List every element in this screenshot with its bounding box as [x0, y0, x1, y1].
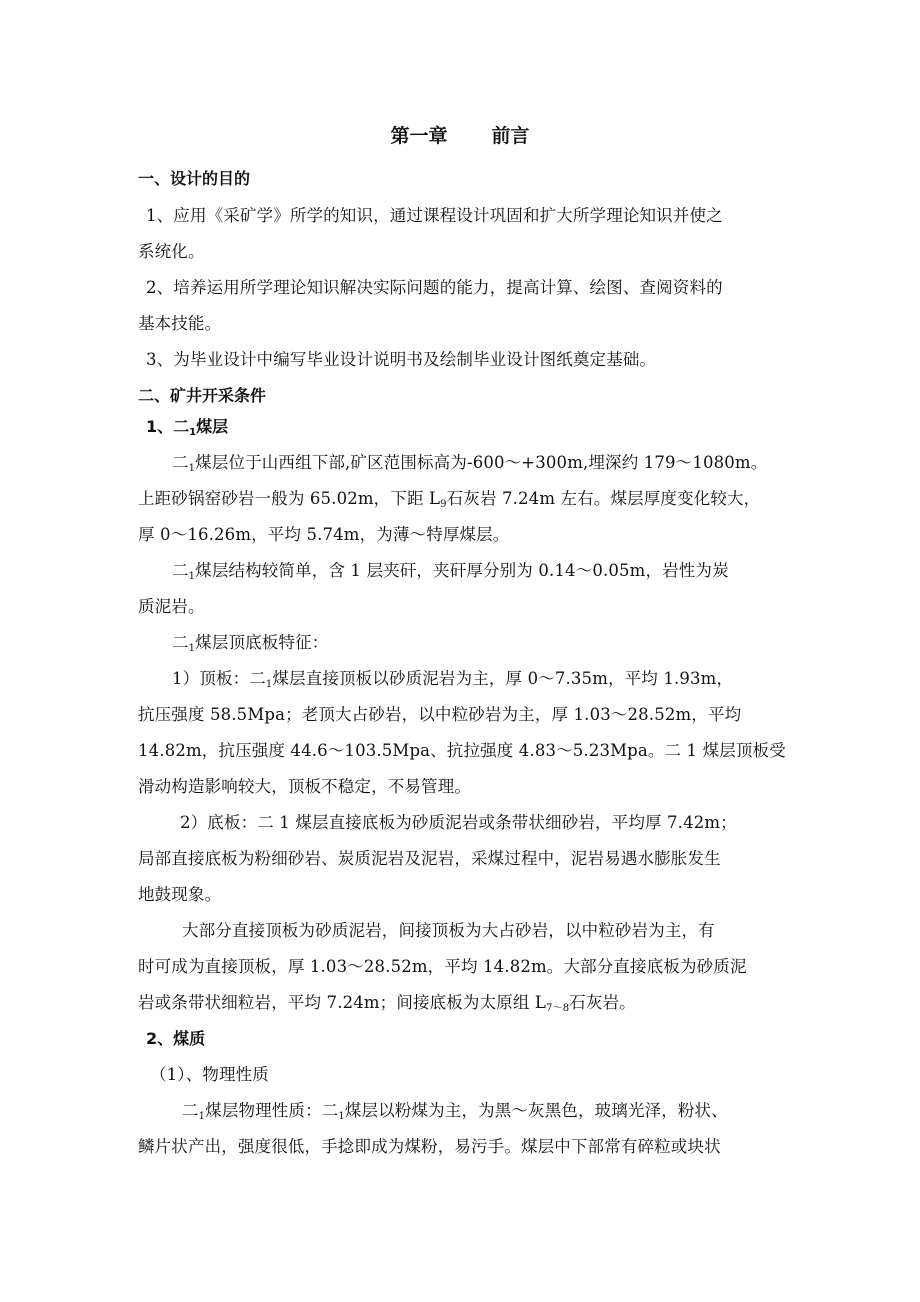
paragraph-line: 滑动构造影响较大，顶板不稳定，不易管理。: [138, 777, 471, 796]
paragraph-line: 地鼓现象。: [138, 885, 222, 904]
paragraph-line: 质泥岩。: [138, 597, 205, 616]
paragraph-line: 2）底板：二 1 煤层直接底板为砂质泥岩或条带状细砂岩，平均厚 7.42m；: [180, 813, 737, 832]
paragraph-line: 抗压强度 58.5Mpa；老顶大占砂岩，以中粒砂岩为主，厚 1.03～28.52m，平均: [138, 705, 742, 724]
chapter-title: 前言: [491, 125, 530, 147]
paragraph-line: 二$_1$煤层结构较简单，含 1 层夹矸，夹矸厚分别为 0.14～0.05m，岩性为炭: [172, 561, 729, 582]
paragraph-line: 2、培养运用所学理论知识解决实际问题的能力，提高计算、绘图、查阅资料的: [146, 278, 723, 297]
section-heading-conditions: 二、矿井开采条件: [138, 386, 267, 405]
paragraph-line: 上距砂锅窑砂岩一般为 65.02m，下距 $L_9$石灰岩 7.24m 左右。煤层厚度变化较大，: [138, 489, 761, 510]
paragraph-line: 时可成为直接顶板，厚 1.03～28.52m，平均 14.82m。大部分直接底板为砂质泥: [138, 957, 747, 976]
paragraph-line: 1）顶板：二$_1$煤层直接顶板以砂质泥岩为主，厚 0～7.35m，平均 1.93m，: [172, 669, 734, 690]
paragraph-line: 岩或条带状细粒岩，平均 7.24m；间接底板为太原组 $L_{7\sim 8}$石灰岩。: [138, 993, 636, 1014]
paragraph-line: 14.82m，抗压强度 44.6～103.5Mpa、抗拉强度 4.83～5.23Mpa。二 1 煤层顶板受: [138, 741, 786, 760]
paragraph-line: 厚 0～16.26m，平均 5.74m，为薄～特厚煤层。: [138, 525, 510, 544]
paragraph-line: 二$_1$煤层位于山西组下部,矿区范围标高为-600～+300m,埋深约 179～1080m。: [172, 453, 768, 474]
subsection-heading-coal-seam: 1、二$_1$煤层: [146, 417, 229, 438]
paragraph-line: 二$_1$煤层物理性质：二$_1$煤层以粉煤为主，为黑～灰黑色，玻璃光泽，粉状、: [182, 1101, 728, 1122]
subsection-heading-coal-quality: 2、煤质: [146, 1029, 206, 1048]
paragraph-line: 鳞片状产出，强度很低，手捻即成为煤粉，易污手。煤层中下部常有碎粒或块状: [138, 1137, 721, 1156]
paragraph-line: 基本技能。: [138, 314, 222, 333]
paragraph-line: 1、应用《采矿学》所学的知识，通过课程设计巩固和扩大所学理论知识并使之: [146, 206, 723, 225]
chapter-heading: [0, 124, 920, 148]
paragraph-line: 二$_1$煤层顶底板特征：: [172, 633, 329, 654]
chapter-number: 第一章: [390, 125, 448, 147]
paragraph-line: 局部直接底板为粉细砂岩、炭质泥岩及泥岩，采煤过程中，泥岩易遇水膨胀发生: [138, 849, 721, 868]
paragraph-line: （1）、物理性质: [150, 1065, 269, 1084]
paragraph-line: 大部分直接顶板为砂质泥岩，间接顶板为大占砂岩，以中粒砂岩为主，有: [182, 921, 715, 940]
section-heading-purpose: 一、设计的目的: [138, 169, 251, 188]
paragraph-line: 3、为毕业设计中编写毕业设计说明书及绘制毕业设计图纸奠定基础。: [146, 350, 657, 369]
paragraph-line: 系统化。: [138, 242, 205, 261]
